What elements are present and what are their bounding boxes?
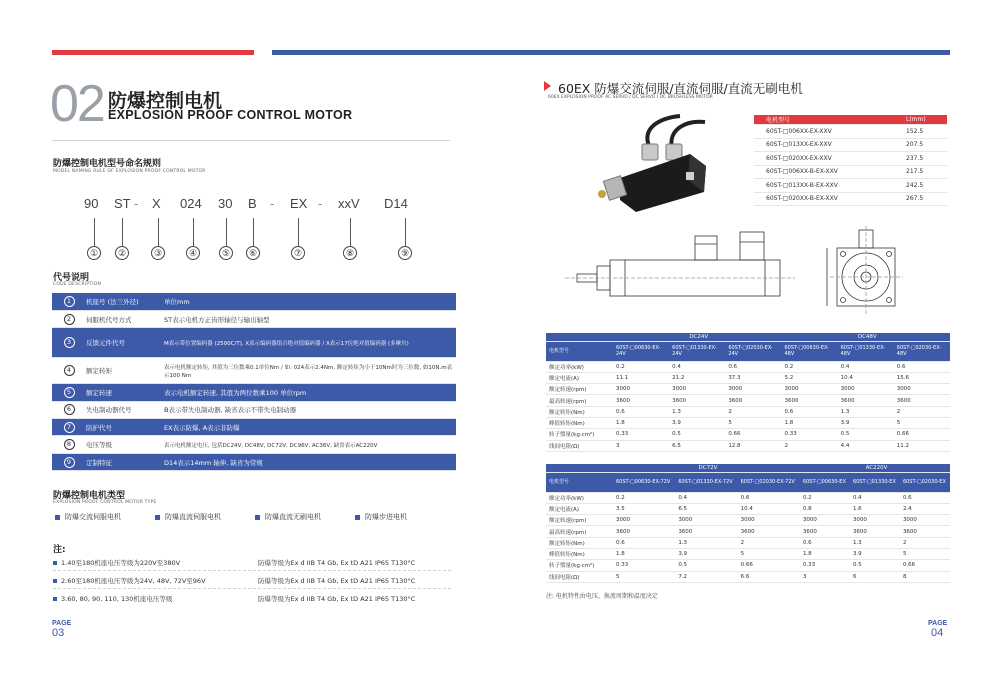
table-row: 额定功率(kW) 0.2 0.4 0.6 0.2 0.4 0.6: [546, 492, 950, 503]
code-circle: ⑤: [219, 246, 233, 260]
table-row: 线间电阻(Ω) 5 7.2 6.6 3 6 8: [546, 571, 950, 582]
table-row: 最高转速(rpm) 3600 3600 3600 3600 3600 3600: [546, 526, 950, 537]
connector-line: [193, 218, 194, 246]
page-label: PAGE: [52, 620, 72, 627]
table-row: 4 额定转矩 表示电机额定转矩, 其值为三位数乘0.1单位Nm / 如: 024表示2.4Nm, 额定转矩为小于10Nm时为三位数, 如10N.m表示100 Nm: [52, 358, 456, 384]
connector-line: [122, 218, 123, 246]
connector-line: [158, 218, 159, 246]
spec-note: 注: 电机特性由电压、换流周期和温度决定: [546, 593, 658, 600]
code-desc-table: [52, 293, 456, 471]
table-row: 5 额定转速 表示电机额定转速, 其值为两位数乘100 单位rpm: [52, 384, 456, 401]
connector-line: [94, 218, 95, 246]
note-right: 防爆等级为Ex d IIB T4 Gb, Ex tD A21 IP65 T130°C: [258, 595, 416, 603]
table-row: 60ST-□006XX-EX-XXV 152.5: [754, 125, 947, 139]
table-row: 1 机座号 (法兰外径) 单位mm: [52, 293, 456, 310]
types-title: 防爆控制电机类型: [53, 491, 126, 501]
notes-title: 注:: [53, 545, 66, 555]
table-row: 最高转速(rpm) 3600 3600 3600 3600 3600 3600: [546, 395, 950, 406]
accent-bar-red: [52, 50, 254, 55]
page-title: 防爆控制电机: [108, 90, 223, 112]
table-row: 额定电流(A) 11.1 21.2 37.3 5.2 10.4 15.6: [546, 372, 950, 383]
table-row: 60ST-□020XX-B-EX-XXV 267.5: [754, 192, 947, 206]
page-number: 03: [52, 627, 65, 639]
product-subtitle: 60EX EXPLOSION PROOF AC SERVO / DC SERVO / DC BRUSHLESS MOTOR: [548, 95, 713, 100]
table-group-header: DC24V DC48V: [546, 333, 950, 341]
table-row: 8 电压等级 表示电机额定电压, 包括DC24V, DC48V, DC72V, DC96V, AC36V, 缺省表示AC220V: [52, 436, 456, 453]
types-subtitle: EXPLOSION PROOF CONTROL MOTOR TYPE: [53, 500, 157, 505]
code-part: 024: [180, 196, 202, 211]
table-group-header: DC72V AC220V: [546, 464, 950, 472]
naming-title: 防爆控制电机型号命名规则: [53, 159, 162, 169]
table-row: 转子惯量(kg·cm²) 0.33 0.5 0.66 0.33 0.5 0.66: [546, 429, 950, 440]
code-circle: ②: [115, 246, 129, 260]
table-row: 9 定制特征 D14表示14mm 轴伸, 缺省为常规: [52, 453, 456, 470]
model-length-table: [754, 115, 947, 206]
code-part: B: [248, 196, 257, 211]
spec-table-dc72-ac220: [546, 464, 950, 583]
page-label: PAGE: [928, 620, 948, 627]
connector-line: [298, 218, 299, 246]
code-circle: ⑧: [343, 246, 357, 260]
motor-photo: [580, 108, 730, 213]
table-row: 额定电流(A) 3.5 6.5 10.4 0.8 1.6 2.4: [546, 503, 950, 514]
note-right: 防爆等级为Ex d IIB T4 Gb, Ex tD A21 IP65 T130°C: [258, 577, 416, 585]
connector-line: [253, 218, 254, 246]
code-part: X: [152, 196, 161, 211]
list-item: 防爆直流伺服电机: [155, 512, 221, 522]
code-part: ST: [114, 196, 131, 211]
model-code: [84, 196, 444, 214]
table-row: 额定转速(rpm) 3000 3000 3000 3000 3000 3000: [546, 515, 950, 526]
table-row: 60ST-□013XX-EX-XXV 207.5: [754, 138, 947, 152]
spec-table-dc24-dc48: [546, 333, 950, 452]
note-left: 2.60至180机座电压等级为24V, 48V, 72V至96V: [53, 576, 206, 585]
table-row: 线间电阻(Ω) 3 6.5 12.8 2 4.4 11.2: [546, 440, 950, 451]
code-part: D14: [384, 196, 408, 211]
note-left: 1.40至180机座电压等级为220V至380V: [53, 558, 180, 567]
list-item: 防爆步进电机: [355, 512, 407, 522]
connector-line: [226, 218, 227, 246]
note-line: [53, 594, 453, 608]
divider: [52, 140, 450, 141]
naming-subtitle: MODEL NAMING RULE OF EXPLOSION PROOF CONTROL MOTOR: [53, 169, 206, 174]
code-sep: -: [134, 196, 139, 211]
table-row: 60ST-□013XX-B-EX-XXV 242.5: [754, 179, 947, 193]
dimension-drawing: [565, 218, 955, 323]
table-header: 电机型号 L(mm): [754, 115, 947, 125]
code-circle: ⑨: [398, 246, 412, 260]
code-circle: ⑦: [291, 246, 305, 260]
table-row: 峰值转矩(Nm) 1.8 3.9 5 1.8 3.9 5: [546, 548, 950, 559]
table-row: 转子惯量(kg·cm²) 0.33 0.5 0.66 0.33 0.5 0.66: [546, 560, 950, 571]
note-left: 3.60, 80, 90, 110, 130机座电压等级: [53, 594, 172, 603]
table-row: 额定转矩(Nm) 0.6 1.3 2 0.6 1.3 2: [546, 406, 950, 417]
table-row: 7 防护代号 EX表示防爆, A表示非防爆: [52, 419, 456, 436]
connector-line: [405, 218, 406, 246]
product-title: 60EX 防爆交流伺服/直流伺服/直流无刷电机: [558, 81, 803, 96]
code-sep: -: [270, 196, 275, 211]
code-part: EX: [290, 196, 308, 211]
arrow-icon: [544, 81, 551, 91]
code-desc-title: 代号说明: [53, 273, 90, 283]
code-circle: ④: [186, 246, 200, 260]
accent-bar-blue: [272, 50, 950, 55]
note-divider: [53, 588, 451, 589]
code-part: 30: [218, 196, 233, 211]
table-header: 电机型号 60ST-□00630-EX-72V 60ST-□01330-EX-72V 60ST-□02030-EX-72V 60ST-□00630-EX 60ST-□01330-EX 60ST-□02030-EX: [546, 472, 950, 492]
table-row: 6 失电制动器代号 B表示带失电制动器, 缺省表示不带失电制动器: [52, 401, 456, 418]
section-number: 02: [50, 75, 104, 133]
connector-line: [350, 218, 351, 246]
code-circle: ③: [151, 246, 165, 260]
code-circle: ⑥: [246, 246, 260, 260]
table-header: 电机型号 60ST-□00630-EX-24V 60ST-□01330-EX-24V 60ST-□02030-EX-24V 60ST-□00630-EX-48V 60ST-□01330-EX-48V 60ST-□02030-EX-48V: [546, 341, 950, 361]
table-row: 峰值转矩(Nm) 1.8 3.9 5 1.8 3.9 5: [546, 417, 950, 428]
table-row: 60ST-□006XX-B-EX-XXV 217.5: [754, 165, 947, 179]
table-row: 额定转矩(Nm) 0.6 1.3 2 0.6 1.3 2: [546, 537, 950, 548]
page-title-en: EXPLOSION PROOF CONTROL MOTOR: [108, 108, 353, 122]
table-row: 2 伺服机代号方式 ST表示电机方正齿形轴径与输出轴型: [52, 310, 456, 327]
code-sep: -: [318, 196, 323, 211]
table-row: 60ST-□020XX-EX-XXV 237.5: [754, 152, 947, 166]
page-number: 04: [931, 627, 944, 639]
code-desc-subtitle: CODE DESCRIPTION: [53, 282, 102, 287]
list-item: 防爆交流伺服电机: [55, 512, 121, 522]
code-circle: ①: [87, 246, 101, 260]
note-right: 防爆等级为Ex d IIB T4 Gb, Ex tD A21 IP65 T130°C: [258, 559, 416, 567]
note-divider: [53, 570, 451, 571]
table-row: 额定转速(rpm) 3000 3000 3000 3000 3000 3000: [546, 384, 950, 395]
list-item: 防爆直流无刷电机: [255, 512, 321, 522]
code-part: xxV: [338, 196, 360, 211]
table-row: 额定功率(kW) 0.2 0.4 0.6 0.2 0.4 0.6: [546, 361, 950, 372]
table-row: 3 反馈元件代号 M表示带位置编码器 (2500C/T), X表示编码器组合绝对值编码器 / X表示17位绝对值编码器 (多摩川): [52, 328, 456, 358]
code-part: 90: [84, 196, 99, 211]
